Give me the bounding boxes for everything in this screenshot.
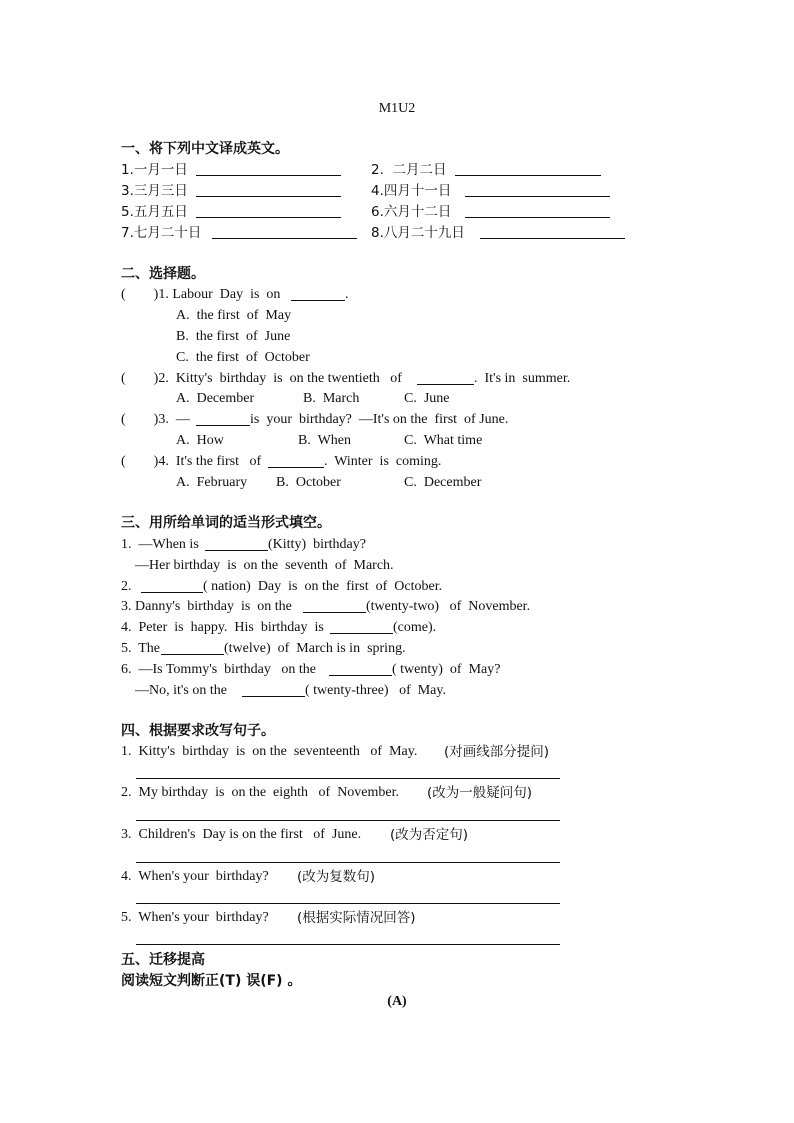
translate-item-8: 8.八月二十九日	[371, 225, 465, 241]
question-3-end: is your birthday? —It's on the first of June.	[250, 412, 509, 427]
answer-line[interactable]	[136, 944, 560, 945]
section-1-heading: 一、将下列中文译成英文。	[121, 141, 289, 157]
option-b[interactable]: B. October	[276, 475, 341, 490]
option-a[interactable]: A. How	[176, 433, 224, 448]
section-5-heading: 五、迁移提高	[121, 952, 205, 968]
option-c[interactable]: C. December	[404, 475, 482, 490]
rewrite-question-1: 1. Kitty's birthday is on the seventeenth of May.	[121, 744, 418, 759]
answer-blank[interactable]	[480, 238, 625, 239]
fill-line-1: 1. —When is	[121, 537, 199, 552]
question-2-end: . It's in summer.	[474, 371, 571, 386]
answer-blank[interactable]	[268, 467, 324, 468]
question-1-end: .	[345, 287, 349, 302]
fill-line-6-reply: —No, it's on the	[135, 683, 227, 698]
option-c[interactable]: C. What time	[404, 433, 483, 448]
answer-blank[interactable]	[196, 175, 341, 176]
section-5-instruction: 阅读短文判断正(T) 误(F) 。	[121, 973, 302, 989]
answer-line[interactable]	[136, 820, 560, 821]
option-a[interactable]: A. February	[176, 475, 248, 490]
rewrite-instruction-4: (改为复数句)	[297, 869, 376, 885]
answer-blank[interactable]	[465, 196, 610, 197]
question-4: ( )4. It's the first of	[121, 454, 262, 469]
answer-blank[interactable]	[465, 217, 610, 218]
question-1: ( )1. Labour Day is on	[121, 287, 281, 302]
translate-item-2: 2. 二月二日	[371, 162, 447, 178]
fill-line-5: 5. The	[121, 641, 161, 656]
translate-item-5: 5.五月五日	[121, 204, 188, 220]
option-c[interactable]: C. June	[404, 391, 450, 406]
answer-blank[interactable]	[291, 300, 345, 301]
answer-blank[interactable]	[161, 654, 224, 655]
fill-line-3: 3. Danny's birthday is on the	[121, 599, 292, 614]
rewrite-question-4: 4. When's your birthday?	[121, 869, 269, 884]
section-4-heading: 四、根据要求改写句子。	[121, 723, 275, 739]
fill-line-4-end: (come).	[393, 620, 437, 635]
option-a[interactable]: A. the first of May	[176, 308, 292, 323]
passage-label: (A)	[387, 994, 407, 1009]
answer-blank[interactable]	[205, 550, 268, 551]
rewrite-instruction-1: (对画线部分提问)	[444, 744, 550, 760]
answer-blank[interactable]	[196, 217, 341, 218]
translate-item-4: 4.四月十一日	[371, 183, 452, 199]
answer-line[interactable]	[136, 778, 560, 779]
answer-blank[interactable]	[196, 196, 341, 197]
fill-line-6-end: ( twenty) of May?	[392, 662, 501, 677]
answer-blank[interactable]	[329, 675, 392, 676]
rewrite-question-3: 3. Children's Day is on the first of June.	[121, 827, 362, 842]
rewrite-instruction-5: (根据实际情况回答)	[297, 910, 416, 926]
answer-blank[interactable]	[212, 238, 357, 239]
option-b[interactable]: B. March	[303, 391, 360, 406]
fill-line-1-end: (Kitty) birthday?	[268, 537, 366, 552]
answer-blank[interactable]	[141, 592, 203, 593]
section-2-heading: 二、选择题。	[121, 266, 205, 282]
translate-item-6: 6.六月十二日	[371, 204, 452, 220]
fill-line-1-reply: —Her birthday is on the seventh of March.	[135, 558, 394, 573]
answer-blank[interactable]	[455, 175, 601, 176]
rewrite-question-2: 2. My birthday is on the eighth of November.	[121, 785, 400, 800]
answer-blank[interactable]	[196, 425, 250, 426]
answer-line[interactable]	[136, 862, 560, 863]
answer-line[interactable]	[136, 903, 560, 904]
fill-line-3-end: (twenty-two) of November.	[366, 599, 531, 614]
page-title: M1U2	[378, 101, 416, 116]
fill-line-2-end: ( nation) Day is on the first of October.	[203, 579, 443, 594]
translate-item-3: 3.三月三日	[121, 183, 188, 199]
answer-blank[interactable]	[330, 633, 393, 634]
fill-line-2: 2.	[121, 579, 132, 594]
fill-line-6-reply-end: ( twenty-three) of May.	[305, 683, 446, 698]
answer-blank[interactable]	[303, 612, 366, 613]
section-3-heading: 三、用所给单词的适当形式填空。	[121, 515, 331, 531]
question-4-end: . Winter is coming.	[324, 454, 442, 469]
rewrite-instruction-2: (改为一般疑问句)	[427, 785, 533, 801]
question-3: ( )3. —	[121, 412, 190, 427]
fill-line-6: 6. —Is Tommy's birthday on the	[121, 662, 316, 677]
rewrite-instruction-3: (改为否定句)	[390, 827, 469, 843]
answer-blank[interactable]	[242, 696, 305, 697]
translate-item-1: 1.一月一日	[121, 162, 188, 178]
rewrite-question-5: 5. When's your birthday?	[121, 910, 269, 925]
fill-line-5-end: (twelve) of March is in spring.	[224, 641, 406, 656]
question-2: ( )2. Kitty's birthday is on the twentieth of	[121, 371, 402, 386]
option-b[interactable]: B. When	[298, 433, 352, 448]
option-b[interactable]: B. the first of June	[176, 329, 291, 344]
answer-blank[interactable]	[417, 384, 474, 385]
option-a[interactable]: A. December	[176, 391, 255, 406]
translate-item-7: 7.七月二十日	[121, 225, 202, 241]
option-c[interactable]: C. the first of October	[176, 350, 310, 365]
fill-line-4: 4. Peter is happy. His birthday is	[121, 620, 324, 635]
